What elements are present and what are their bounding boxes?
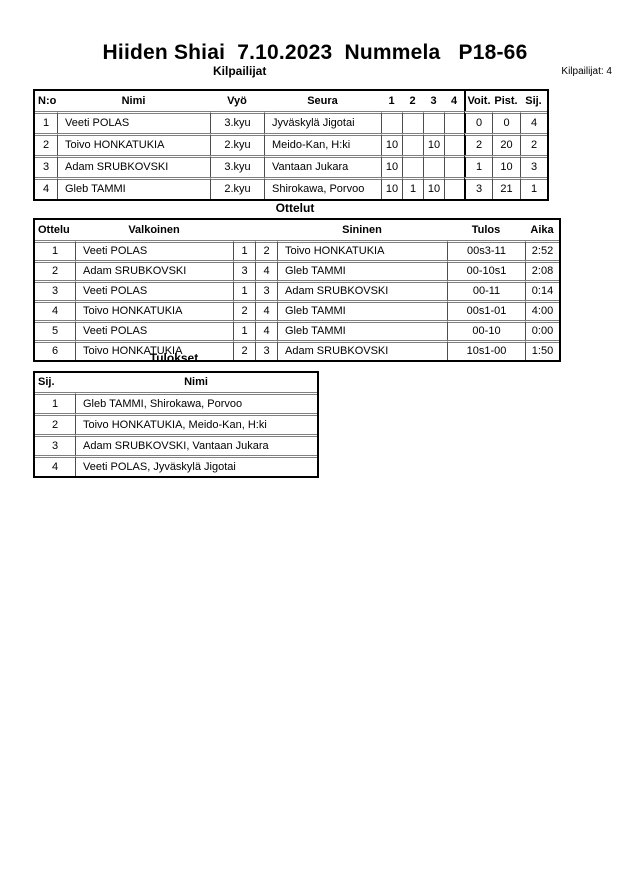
col-name: Nimi <box>184 376 208 388</box>
result-name: Toivo HONKATUKIA, Meido-Kan, H:ki <box>75 413 317 434</box>
competitor-no: 3 <box>35 155 57 177</box>
blue-name: Adam SRUBKOVSKI <box>277 280 447 300</box>
competitor-no: 1 <box>35 111 57 133</box>
blue-name: Gleb TAMMI <box>277 260 447 280</box>
match-no: 3 <box>35 280 75 300</box>
score-2: 1 <box>402 177 423 199</box>
col-r1: 1 <box>388 95 395 107</box>
match-row <box>35 320 559 340</box>
match-time: 0:00 <box>525 320 559 340</box>
match-row <box>35 240 559 260</box>
competitors-table <box>33 89 549 201</box>
competitor-points: 10 <box>492 155 520 177</box>
competitor-row <box>35 177 547 199</box>
col-name: Nimi <box>121 95 146 107</box>
competitor-place: 2 <box>520 133 547 155</box>
competitor-row <box>35 133 547 155</box>
competitor-club: Meido-Kan, H:ki <box>264 133 381 155</box>
blue-number: 2 <box>255 240 277 260</box>
results-header-row <box>35 373 317 392</box>
blue-name: Gleb TAMMI <box>277 320 447 340</box>
score-3: 10 <box>423 133 444 155</box>
match-no: 6 <box>35 340 75 360</box>
col-blue-no <box>255 220 277 240</box>
result-row <box>35 413 317 434</box>
match-time: 4:00 <box>525 300 559 320</box>
score-2 <box>402 133 423 155</box>
blue-name: Adam SRUBKOVSKI <box>277 340 447 360</box>
score-1: 10 <box>381 133 402 155</box>
competitor-points: 20 <box>492 133 520 155</box>
match-time: 2:52 <box>525 240 559 260</box>
blue-number: 3 <box>255 280 277 300</box>
match-result: 00s1-01 <box>447 300 525 320</box>
score-4 <box>444 155 464 177</box>
match-result: 00-10 <box>447 320 525 340</box>
white-number: 1 <box>233 320 255 340</box>
white-number: 2 <box>233 300 255 320</box>
white-number: 1 <box>233 280 255 300</box>
col-place: Sij. <box>525 95 542 107</box>
result-row <box>35 392 317 413</box>
col-wins: Voit. <box>464 91 492 111</box>
competitor-name: Adam SRUBKOVSKI <box>57 155 210 177</box>
match-row <box>35 280 559 300</box>
competitor-name: Gleb TAMMI <box>57 177 210 199</box>
score-2 <box>402 155 423 177</box>
col-time: Aika <box>530 224 554 236</box>
result-place: 3 <box>35 434 75 455</box>
white-name: Veeti POLAS <box>75 240 233 260</box>
page-title: Hiiden Shiai 7.10.2023 Nummela P18-66 <box>102 41 528 64</box>
blue-number: 4 <box>255 320 277 340</box>
result-place: 4 <box>35 455 75 476</box>
competitor-belt: 2.kyu <box>210 177 264 199</box>
score-3 <box>423 111 444 133</box>
col-r3: 3 <box>430 95 437 107</box>
white-name: Veeti POLAS <box>75 320 233 340</box>
match-result: 00-11 <box>447 280 525 300</box>
matches-heading: Ottelut <box>275 201 315 215</box>
score-3: 10 <box>423 177 444 199</box>
blue-number: 3 <box>255 340 277 360</box>
col-no: N:o <box>38 95 57 107</box>
col-result: Tulos <box>471 224 501 236</box>
score-1: 10 <box>381 155 402 177</box>
white-name: Veeti POLAS <box>75 280 233 300</box>
white-name: Toivo HONKATUKIA <box>75 340 233 360</box>
white-name: Adam SRUBKOVSKI <box>75 260 233 280</box>
score-1 <box>381 111 402 133</box>
col-match: Ottelu <box>38 224 70 236</box>
col-white: Valkoinen <box>128 224 180 236</box>
competitor-wins: 2 <box>464 133 492 155</box>
result-name: Adam SRUBKOVSKI, Vantaan Jukara <box>75 434 317 455</box>
matches-header-row <box>35 220 559 240</box>
results-table <box>33 371 319 478</box>
blue-number: 4 <box>255 260 277 280</box>
result-place: 1 <box>35 392 75 413</box>
match-result: 00-10s1 <box>447 260 525 280</box>
result-row <box>35 455 317 476</box>
col-club: Seura <box>307 95 338 107</box>
col-white-no <box>233 220 255 240</box>
competitor-club: Vantaan Jukara <box>264 155 381 177</box>
competitor-wins: 0 <box>464 111 492 133</box>
col-r2: 2 <box>409 95 416 107</box>
competitor-no: 4 <box>35 177 57 199</box>
competitor-place: 1 <box>520 177 547 199</box>
score-4 <box>444 177 464 199</box>
competitor-place: 3 <box>520 155 547 177</box>
match-result: 10s1-00 <box>447 340 525 360</box>
competitor-row <box>35 111 547 133</box>
white-name: Toivo HONKATUKIA <box>75 300 233 320</box>
competitors-header-row <box>35 91 547 111</box>
competitor-club: Jyväskylä Jigotai <box>264 111 381 133</box>
match-no: 2 <box>35 260 75 280</box>
col-r4: 4 <box>450 95 458 107</box>
match-time: 0:14 <box>525 280 559 300</box>
match-time: 1:50 <box>525 340 559 360</box>
competitor-name: Toivo HONKATUKIA <box>57 133 210 155</box>
score-4 <box>444 111 464 133</box>
white-number: 3 <box>233 260 255 280</box>
score-3 <box>423 155 444 177</box>
score-1: 10 <box>381 177 402 199</box>
result-row <box>35 434 317 455</box>
result-name: Gleb TAMMI, Shirokawa, Porvoo <box>75 392 317 413</box>
white-number: 2 <box>233 340 255 360</box>
matches-table <box>33 218 561 362</box>
match-row <box>35 300 559 320</box>
result-place: 2 <box>35 413 75 434</box>
blue-name: Toivo HONKATUKIA <box>277 240 447 260</box>
blue-number: 4 <box>255 300 277 320</box>
score-4 <box>444 133 464 155</box>
col-place: Sij. <box>38 376 55 388</box>
competitors-count: Kilpailijat: 4 <box>561 66 612 77</box>
result-name: Veeti POLAS, Jyväskylä Jigotai <box>75 455 317 476</box>
competitor-name: Veeti POLAS <box>57 111 210 133</box>
match-result: 00s3-11 <box>447 240 525 260</box>
competitor-row <box>35 155 547 177</box>
competitors-heading: Kilpailijat <box>213 64 267 78</box>
competitor-points: 21 <box>492 177 520 199</box>
competitor-wins: 1 <box>464 155 492 177</box>
white-number: 1 <box>233 240 255 260</box>
competitor-points: 0 <box>492 111 520 133</box>
competitor-belt: 2.kyu <box>210 133 264 155</box>
match-no: 4 <box>35 300 75 320</box>
match-no: 5 <box>35 320 75 340</box>
match-time: 2:08 <box>525 260 559 280</box>
col-points: Pist. <box>494 95 518 107</box>
competitor-belt: 3.kyu <box>210 111 264 133</box>
competitor-place: 4 <box>520 111 547 133</box>
competitor-club: Shirokawa, Porvoo <box>264 177 381 199</box>
match-no: 1 <box>35 240 75 260</box>
col-belt: Vyö <box>227 95 247 107</box>
results-heading: Tulokset <box>149 351 199 365</box>
competitor-no: 2 <box>35 133 57 155</box>
score-2 <box>402 111 423 133</box>
col-blue: Sininen <box>342 224 382 236</box>
match-row <box>35 260 559 280</box>
competitor-belt: 3.kyu <box>210 155 264 177</box>
blue-name: Gleb TAMMI <box>277 300 447 320</box>
competitor-wins: 3 <box>464 177 492 199</box>
